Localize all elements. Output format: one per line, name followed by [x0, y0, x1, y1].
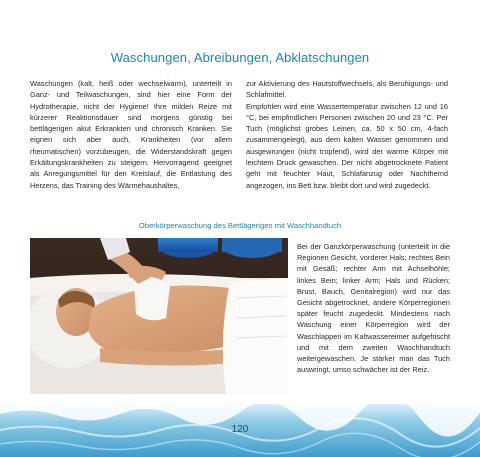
photo-patient-washing: [30, 238, 288, 394]
right-column: [246, 78, 448, 191]
page-title: Waschungen, Abreibungen, Abklatschungen: [110, 50, 370, 65]
page-number: 120: [231, 424, 249, 435]
left-column-text: Waschungen (kalt, heiß oder wechselwarm), unterteilt in Ganz- und Teilwaschungen, sind hier eine Form der Hydrotherapie, nicht der Hygiene! Ihre milden Reize mit kürzerer Reaktionsdauer sind morgens günstig bei bettlägerigen akut Erkrankten und chronisch Kranken. Sie eignen sich aber auch, Krankheiten (vor allem rheumatischen) vorzubeugen, die Widerstandskraft gegen Erkältungskrankheiten zu steigern. Hervorragend geeignet als Anregungsmittel für den Kreislauf, die Entlastung des Herzens, das Training des Wärmehaushaltes,: [30, 79, 232, 190]
left-column: [30, 78, 232, 191]
side-text: Bei der Ganzkörperwaschung (unterteilt in die Regionen Gesicht, vorderer Hals; rechtes Bein mit Gesäß; rechter Arm mit Achselhöhle; linkes Bein; linker Arm; Hals und Rücken; Brust, Bauch, Genitalregion) wird nur das Gesicht abgetrocknet, andere Körperregionen später feucht zugedeckt. Mindestens nach Waschung einer Körperregion wird der Waschlappen im Kaltwassereimer aufgefrischt und mit dem zweiten Waschhandtuch weitergewaschen. Je stärker man das Tuch auswringt, umso schwächer ist der Reiz.: [297, 242, 450, 375]
side-text-column: [297, 241, 450, 375]
photo-illustration: [30, 238, 288, 394]
photo-caption: Oberkörperwaschung des Bettlägerigen mit Waschhandtuch: [138, 221, 342, 230]
right-column-text-1: zur Aktivierung des Hautstoffwechsels, als Beruhigungs- und Schlafmittel.: [246, 79, 448, 100]
right-column-text-2: Empfohlen wird eine Wassertemperatur zwischen 12 und 16 °C, bei empfindlichen Personen zwischen 20 und 23 °C. Per Tuch (möglichst grobes Leinen, ca. 50 x 50 cm, 4-fach zusammengelegt), aus dem kalten Wasser genommen und ausgewrungen (nicht tropfend), wird der warme Körper mit leichtem Druck gewaschen. Der nicht abgetrocknete Patient geht mit feuchter Haut, Schlafanzug oder Nachthemd angezogen, ins Bett bzw. bleibt dort und wird zugedeckt.: [246, 101, 448, 190]
